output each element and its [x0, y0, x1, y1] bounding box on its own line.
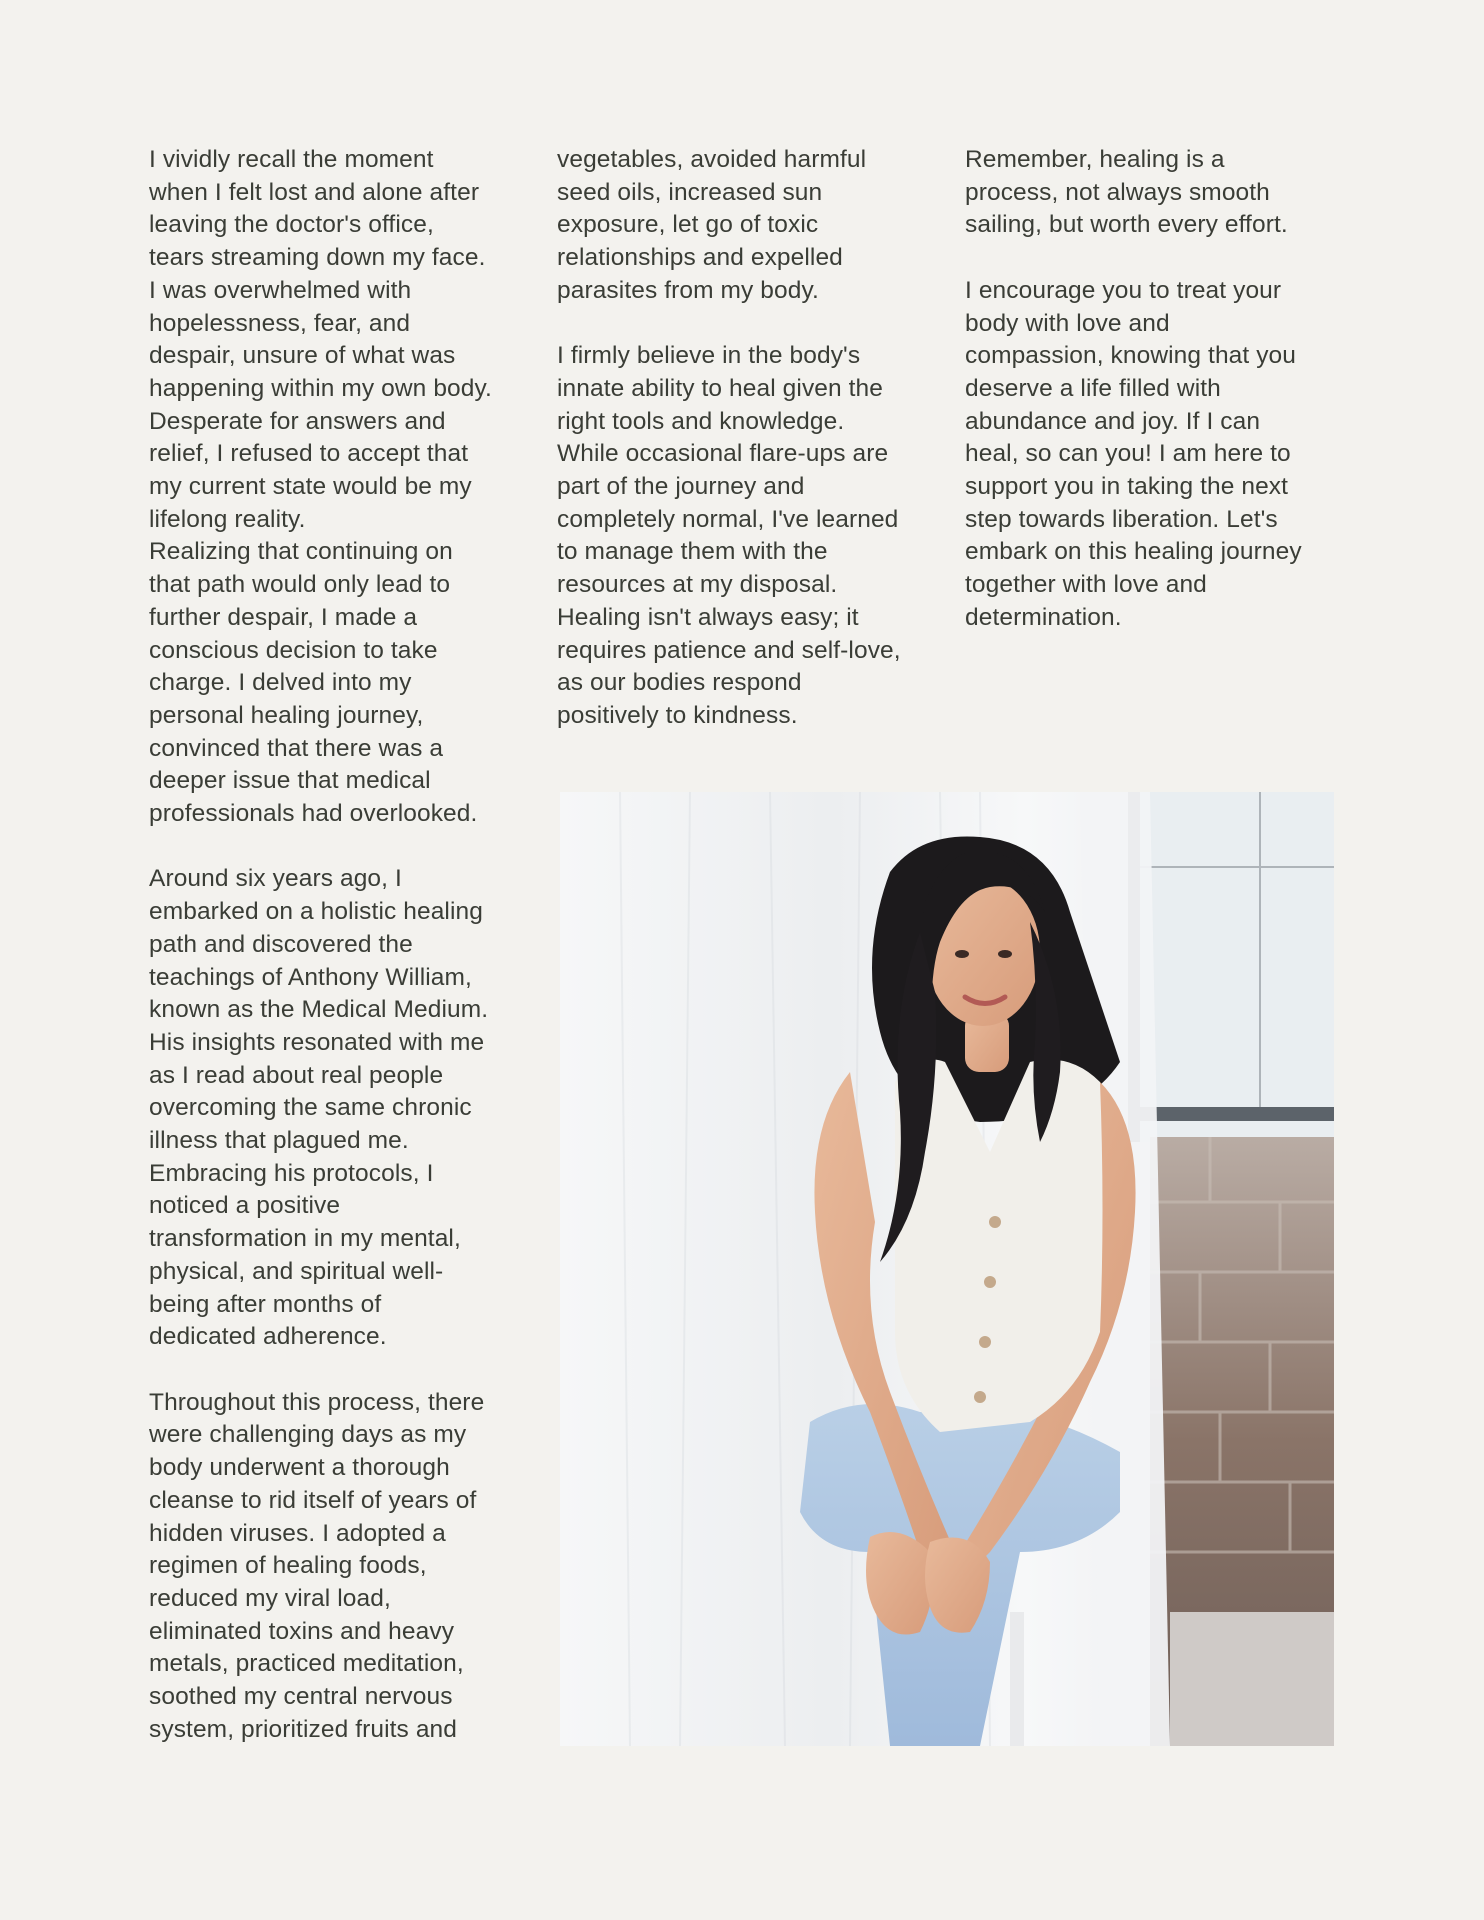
portrait-photo — [560, 792, 1334, 1746]
window-pane — [1128, 792, 1334, 1142]
paragraph-body-ability: I firmly believe in the body's innate ability to heal given the right tools and knowledge. While occasional flare-ups are part of the journey and completely normal, I've learned to manage them with the resources at my disposal. Healing isn't always easy; it requires patience and self-love, as our bodies respond positively to kindness. — [557, 342, 901, 729]
paragraph-gap — [557, 308, 937, 341]
paragraph-gap — [149, 1354, 529, 1387]
paragraph-encourage: I encourage you to treat your body with love and compassion, knowing that you deserve a life filled with abundance and joy. If I can heal, so can you! I am here to support you in taking the next step towards liberation. Let's embark on this healing journey together with love and determination. — [965, 276, 1302, 631]
window-sill — [1128, 1107, 1334, 1121]
paragraph-healing-process: Throughout this process, there were challenging days as my body underwent a thorough cleanse to rid itself of years of hidden viruses. I adopted a regimen of healing foods, reduced my viral load, eliminated toxins and heavy metals, practiced meditation, soothed my central nervous system, prioritized fruits and — [149, 1388, 485, 1743]
text-column-1 — [149, 144, 529, 1746]
paragraph-gap — [965, 242, 1345, 275]
floor — [1170, 1612, 1334, 1746]
paragraph-remember: Remember, healing is a process, not always smooth sailing, but worth every effort. — [965, 146, 1288, 239]
text-column-2 — [557, 144, 937, 733]
paragraph-doctor-visit: I vividly recall the moment when I felt lost and alone after leaving the doctor's office, tears streaming down my face. I was overwhelmed with hopelessness, fear, and despair, unsure of what was happening within my own body. Desperate for answers and relief, I refused to accept that my current state would be my lifelong reality. Realizing that continuing on that path would only lead to further despair, I made a conscious decision to take charge. I delved into my personal healing journey, convinced that there was a deeper issue that medical professionals had overlooked. — [149, 146, 492, 828]
paragraph-gap — [149, 831, 529, 864]
paragraph-continuation: vegetables, avoided harmful seed oils, increased sun exposure, let go of toxic relationships and expelled parasites from my body. — [557, 146, 867, 304]
text-column-3 — [965, 144, 1345, 635]
paragraph-holistic-path: Around six years ago, I embarked on a holistic healing path and discovered the teachings of Anthony William, known as the Medical Medium. His insights resonated with me as I read about real people overcoming the same chronic illness that plagued me. Embracing his protocols, I noticed a positive transformation in my mental, physical, and spiritual well- being after months of dedicated adherence. — [149, 865, 489, 1351]
